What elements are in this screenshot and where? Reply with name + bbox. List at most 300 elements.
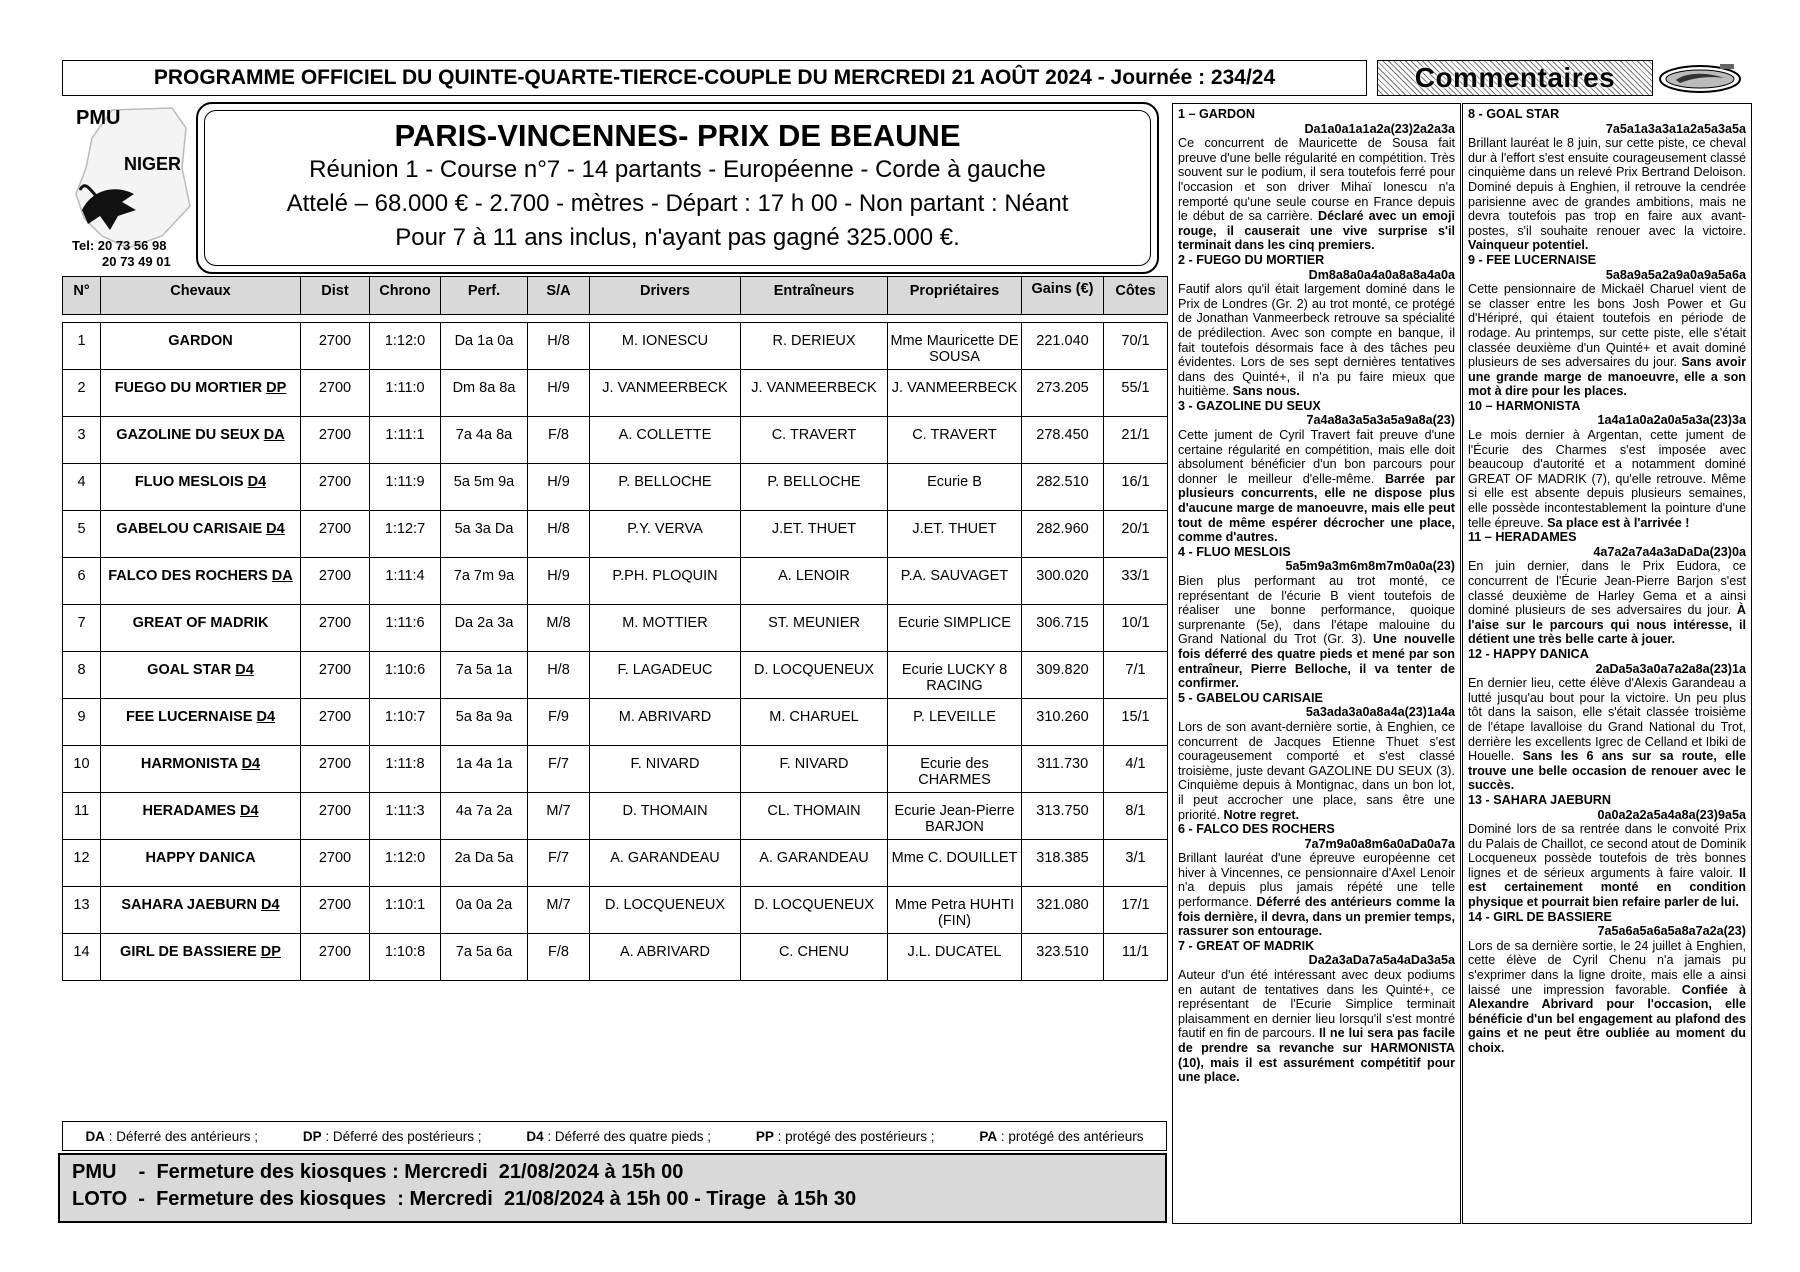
comment-body: Dominé lors de sa rentrée dans le convoité Prix du Palais de Chaillot, ce second atout de Dominik Locqueneux possède toutefois de très bonnes lignes et de sérieux arguments à faire valoir.	[1468, 822, 1746, 880]
legend-item	[303, 1129, 482, 1144]
table-spacer	[63, 315, 1168, 323]
gains-cell: 282.510	[1022, 464, 1104, 511]
gains-cell: 313.750	[1022, 793, 1104, 840]
cote-cell: 33/1	[1104, 558, 1168, 605]
comment-block	[1178, 399, 1455, 545]
chrono-cell: 1:11:8	[370, 746, 441, 793]
comment-form-code: 5a5m9a3m6m8m7m0a0a(23)	[1285, 559, 1455, 574]
closing-line-loto: LOTO - Fermeture des kiosques : Mercredi 21/08/2024 à 15h 00 - Tirage à 15h 30	[72, 1188, 857, 1210]
telephone-block	[72, 238, 171, 270]
perf-cell: 5a 8a 9a	[441, 699, 528, 746]
horse-name: FLUO MESLOIS	[134, 474, 244, 490]
owner-cell: Mme C. DOUILLET	[888, 840, 1022, 887]
comment-horse-title: 4 - FLUO MESLOIS	[1178, 544, 1291, 559]
trainer-cell: D. LOCQUENEUX	[741, 887, 888, 934]
n-cell: 6	[63, 558, 101, 605]
sa-cell: M/7	[528, 887, 590, 934]
comment-verdict: Vainqueur potentiel.	[1468, 238, 1589, 253]
horse-name: FALCO DES ROCHERS	[108, 568, 268, 584]
comment-horse-title: 10 – HARMONISTA	[1468, 398, 1581, 413]
comment-body: Brillant lauréat le 8 juin, sur cette piste, ce cheval dur à l'effort s'est ensuite courageusement classé cinquième dans un relevé Prix Bertrand Deloison. Dominé depuis à Enghien, il retrouve la cendrée parisienne avec de grandes ambitions, mais ne devra toutefois pas trop en faire aux avant-postes, s'il souhaite renouer avec la victoire.	[1468, 136, 1746, 238]
dist-cell: 2700	[301, 652, 370, 699]
legend-item	[85, 1129, 258, 1144]
trainer-cell: A. LENOIR	[741, 558, 888, 605]
shoeing-tag: D4	[235, 662, 254, 678]
sa-cell: H/9	[528, 558, 590, 605]
horse-name: GREAT OF MADRIK	[132, 615, 269, 631]
trainer-cell: A. GARANDEAU	[741, 840, 888, 887]
chrono-cell: 1:10:1	[370, 887, 441, 934]
comment-body: Bien plus performant au trot monté, ce représentant de l'écurie B vient toutefois de réaliser une bonne performance, quoique surprenante (5e), dans l'étape malouine du Grand National du Trot (Gr. 3).	[1178, 574, 1455, 647]
comment-form-code: 4a7a2a7a4a3aDaDa(23)0a	[1593, 544, 1746, 559]
legend-code: DA	[85, 1128, 105, 1144]
trainer-cell: ST. MEUNIER	[741, 605, 888, 652]
horse-name-cell	[101, 558, 301, 605]
shoeing-tag: D4	[256, 709, 276, 725]
comment-block	[1178, 253, 1455, 399]
comment-block	[1468, 647, 1746, 793]
comment-text	[1468, 676, 1746, 793]
comment-block	[1468, 530, 1746, 647]
chrono-cell: 1:12:7	[370, 511, 441, 558]
gains-cell: 323.510	[1022, 934, 1104, 981]
chrono-cell: 1:11:1	[370, 417, 441, 464]
horse-name-cell	[101, 370, 301, 417]
legend-code: PP	[755, 1128, 774, 1144]
n-cell: 7	[63, 605, 101, 652]
table-row	[63, 652, 1168, 699]
trainer-cell: J. VANMEERBECK	[741, 370, 888, 417]
gains-cell: 300.020	[1022, 558, 1104, 605]
col-header: S/A	[528, 277, 590, 315]
comment-form-code: Dm8a8a0a4a0a8a8a4a0a	[1308, 267, 1455, 282]
driver-cell: P.Y. VERVA	[590, 511, 741, 558]
shoeing-tag: D4	[239, 803, 259, 819]
perf-cell: 2a Da 5a	[441, 840, 528, 887]
comment-form-code: 1a4a1a0a2a0a5a3a(23)3a	[1597, 413, 1746, 428]
comment-horse-title: 12 - HAPPY DANICA	[1468, 646, 1589, 661]
comment-form-code: 5a8a9a5a2a9a0a9a5a6a	[1605, 267, 1746, 282]
col-header: Drivers	[590, 277, 741, 315]
col-header: N°	[63, 277, 101, 315]
horse-name: FUEGO DU MORTIER	[114, 380, 263, 396]
legend-text: : protégé des postérieurs ;	[773, 1128, 935, 1144]
comment-form-code: 7a4a8a3a5a3a5a9a8a(23)	[1306, 413, 1455, 428]
cote-cell: 3/1	[1104, 840, 1168, 887]
chrono-cell: 1:11:0	[370, 370, 441, 417]
comment-verdict: Sans les 6 ans sur sa route, elle trouve une belle occasion de renouer avec le succès.	[1468, 749, 1746, 793]
owner-cell: J. VANMEERBECK	[888, 370, 1022, 417]
comment-horse-title: 2 - FUEGO DU MORTIER	[1178, 252, 1325, 267]
comment-body: Auteur d'un été intéressant avec deux podiums en autant de tentatives dans les Quinté+, ce représentant de l'Ecurie Simplice terminait plaisamment en dernier lieu lorsqu'il s'est montré fautif en fin de parcours.	[1178, 968, 1455, 1041]
driver-cell: D. LOCQUENEUX	[590, 887, 741, 934]
dist-cell: 2700	[301, 370, 370, 417]
runners-table	[62, 276, 1168, 981]
table-row	[63, 511, 1168, 558]
col-header: Propriétaires	[888, 277, 1022, 315]
n-cell: 11	[63, 793, 101, 840]
sa-cell: F/7	[528, 746, 590, 793]
comment-block	[1178, 691, 1455, 822]
shoeing-tag: DA	[263, 427, 285, 443]
comment-body: Cette pensionnaire de Mickaël Charuel vient de se classer entre les bons Josh Power et Gu d'Héripré, qui étaient toutefois en période de rodage. Au printemps, sur cette piste, elle s'était classée deuxième d'un Quinté+ et avait dominé plusieurs de ses adversaires du jour.	[1468, 282, 1746, 370]
n-cell: 8	[63, 652, 101, 699]
comment-horse-title: 14 - GIRL DE BASSIERE	[1468, 909, 1612, 924]
comment-horse-title: 5 - GABELOU CARISAIE	[1178, 690, 1323, 705]
col-header: Chrono	[370, 277, 441, 315]
driver-cell: F. LAGADEUC	[590, 652, 741, 699]
comment-form-code: 0a0a2a2a5a4a8a(23)9a5a	[1597, 807, 1746, 822]
comment-verdict: Confiée à Alexandre Abrivard pour l'occasion, elle bénéficie d'un bel engagement au plafond des gains et ne peut être oubliée au moment du choix.	[1468, 982, 1747, 1055]
legend-text: : Déferré des quatre pieds ;	[543, 1128, 711, 1144]
comment-verdict: Notre regret.	[1223, 807, 1300, 822]
horse-name-cell	[101, 323, 301, 370]
col-header: Perf.	[441, 277, 528, 315]
driver-cell: D. THOMAIN	[590, 793, 741, 840]
comment-text	[1468, 136, 1746, 253]
race-line-3: Pour 7 à 11 ans inclus, n'ayant pas gagné 325.000 €.	[395, 224, 960, 251]
horse-name: HERADAMES	[142, 803, 236, 819]
comment-block	[1468, 399, 1746, 530]
comment-verdict: Sans avoir une grande marge de manoeuvre, elle a son mot à dire pour les places.	[1468, 355, 1747, 399]
owner-cell: Mme Mauricette DE SOUSA	[888, 323, 1022, 370]
logo-text-niger: NIGER	[124, 154, 182, 174]
dist-cell: 2700	[301, 511, 370, 558]
horse-name-cell	[101, 934, 301, 981]
trainer-cell: D. LOCQUENEUX	[741, 652, 888, 699]
chrono-cell: 1:10:7	[370, 699, 441, 746]
driver-cell: M. MOTTIER	[590, 605, 741, 652]
comment-verdict: Sans nous.	[1232, 384, 1300, 399]
gains-cell: 221.040	[1022, 323, 1104, 370]
dist-cell: 2700	[301, 699, 370, 746]
n-cell: 3	[63, 417, 101, 464]
gains-cell: 309.820	[1022, 652, 1104, 699]
race-title: PARIS-VINCENNES- PRIX DE BEAUNE	[394, 118, 961, 153]
horse-name-cell	[101, 464, 301, 511]
driver-cell: F. NIVARD	[590, 746, 741, 793]
cote-cell: 16/1	[1104, 464, 1168, 511]
chrono-cell: 1:12:0	[370, 323, 441, 370]
perf-cell: 5a 3a Da	[441, 511, 528, 558]
comment-block	[1468, 793, 1746, 910]
shoeing-tag: DP	[260, 944, 281, 960]
comment-verdict: À l'aise sur le parcours qui nous intéresse, il détient une très belle carte à jouer.	[1468, 603, 1746, 647]
pmu-niger-logo	[62, 98, 194, 256]
closing-info-box	[58, 1153, 1167, 1223]
comment-text	[1178, 968, 1455, 1085]
legend-code: DP	[302, 1128, 322, 1144]
chrono-cell: 1:10:8	[370, 934, 441, 981]
legend-text: : Déferré des antérieurs ;	[104, 1128, 259, 1144]
trainer-cell: C. CHENU	[741, 934, 888, 981]
comment-form-code: 5a3ada3a0a8a4a(23)1a4a	[1305, 705, 1455, 720]
sa-cell: M/7	[528, 793, 590, 840]
comment-verdict: Il est certainement monté en condition physique et pourrait bien refaire parler de lui.	[1468, 865, 1746, 910]
gains-cell: 306.715	[1022, 605, 1104, 652]
comment-horse-title: 6 - FALCO DES ROCHERS	[1178, 822, 1335, 837]
dist-cell: 2700	[301, 323, 370, 370]
shoeing-tag: D4	[261, 897, 280, 913]
n-cell: 12	[63, 840, 101, 887]
horse-name: GARDON	[168, 333, 233, 349]
horse-name-cell	[101, 417, 301, 464]
driver-cell: A. GARANDEAU	[590, 840, 741, 887]
owner-cell: Ecurie B	[888, 464, 1022, 511]
horse-name: GABELOU CARISAIE	[116, 521, 263, 537]
n-cell: 13	[63, 887, 101, 934]
cote-cell: 10/1	[1104, 605, 1168, 652]
comment-body: En dernier lieu, cette élève d'Alexis Garandeau a lutté jusqu'au bout pour la victoire. Un peu plus tôt dans la saison, elle s'était classée troisième de l'étape lavalloise du Grand National du Trot, derrière les excellents Igrec de Celland et Ibiki de Houelle.	[1468, 676, 1746, 764]
gains-cell: 278.450	[1022, 417, 1104, 464]
owner-cell: Ecurie LUCKY 8 RACING	[888, 652, 1022, 699]
comment-body: Lors de sa dernière sortie, le 24 juillet à Enghien, cette élève de Cyril Chenu n'a jamais pu s'exprimer dans la ligne droite, mais elle a ainsi laissé une impression favorable.	[1468, 938, 1746, 997]
table-header-row	[63, 277, 1168, 315]
driver-cell: M. ABRIVARD	[590, 699, 741, 746]
closing-line-pmu: PMU - Fermeture des kiosques : Mercredi 21/08/2024 à 15h 00	[72, 1161, 684, 1183]
comment-block	[1178, 107, 1455, 253]
legend-text: : protégé des antérieurs	[997, 1128, 1144, 1144]
comments-column-left	[1172, 103, 1461, 1224]
perf-cell: 4a 7a 2a	[441, 793, 528, 840]
dist-cell: 2700	[301, 793, 370, 840]
driver-cell: P.PH. PLOQUIN	[590, 558, 741, 605]
shoeing-tag: DP	[266, 380, 287, 396]
trainer-cell: P. BELLOCHE	[741, 464, 888, 511]
comment-horse-title: 11 – HERADAMES	[1468, 530, 1577, 545]
table-row	[63, 605, 1168, 652]
perf-cell: Da 2a 3a	[441, 605, 528, 652]
cote-cell: 55/1	[1104, 370, 1168, 417]
comment-body: Fautif alors qu'il était largement dominé dans le Prix de Londres (Gr. 2) au trot monté, ce protégé de Jonathan Vanmeerbeck retrouve sa spécialité de prédilection. Avec son compte en banque, il fait toutefois désormais face à des tâches peu évidentes. Lors de ses sept dernières tentatives dans des Quinté+, il n'a pu faire mieux que huitième.	[1178, 282, 1455, 399]
gains-cell: 273.205	[1022, 370, 1104, 417]
comment-block	[1468, 253, 1746, 399]
legend-item	[979, 1129, 1143, 1144]
cote-cell: 21/1	[1104, 417, 1168, 464]
chrono-cell: 1:11:3	[370, 793, 441, 840]
comment-horse-title: 9 - FEE LUCERNAISE	[1468, 252, 1597, 267]
comments-column-right	[1462, 103, 1752, 1224]
sa-cell: H/8	[528, 323, 590, 370]
trainer-cell: M. CHARUEL	[741, 699, 888, 746]
legend-code: PA	[979, 1128, 998, 1144]
gains-cell: 310.260	[1022, 699, 1104, 746]
chrono-cell: 1:11:6	[370, 605, 441, 652]
telephone-2: 20 73 49 01	[102, 254, 171, 269]
sa-cell: H/9	[528, 370, 590, 417]
comments-title: Commentaires	[1414, 62, 1616, 93]
cote-cell: 17/1	[1104, 887, 1168, 934]
table-row	[63, 840, 1168, 887]
trainer-cell: C. TRAVERT	[741, 417, 888, 464]
table-row	[63, 417, 1168, 464]
owner-cell: Ecurie Jean-Pierre BARJON	[888, 793, 1022, 840]
comment-verdict: Il ne lui sera pas facile de prendre sa revanche sur HARMONISTA (10), mais il est assurément compétitif pour une place.	[1178, 1026, 1455, 1085]
horse-name: GIRL DE BASSIERE	[120, 944, 257, 960]
comment-form-code: 7a7m9a0a8m6a0aDa0a7a	[1304, 836, 1455, 851]
table-row	[63, 558, 1168, 605]
perf-cell: 1a 4a 1a	[441, 746, 528, 793]
perf-cell: 7a 7m 9a	[441, 558, 528, 605]
comment-block	[1178, 545, 1455, 691]
owner-cell: P.A. SAUVAGET	[888, 558, 1022, 605]
comment-verdict: Déclaré avec un emoji rouge, il causerait une vive surprise s'il terminait dans les cinq premiers.	[1178, 209, 1455, 253]
comment-horse-title: 1 – GARDON	[1178, 107, 1255, 121]
comment-horse-title: 7 - GREAT OF MADRIK	[1178, 938, 1315, 953]
table-row	[63, 370, 1168, 417]
dist-cell: 2700	[301, 934, 370, 981]
comment-form-code: 7a5a1a3a3a1a2a5a3a5a	[1605, 121, 1746, 136]
program-banner	[62, 60, 1367, 96]
legend-text: : Déferré des postérieurs ;	[321, 1128, 482, 1144]
comment-body: Lors de son avant-dernière sortie, à Enghien, ce concurrent de Jacques Etienne Thuet s'est courageusement comporté et s'est classé troisième, juste devant GAZOLINE DU SEUX (3). Cinquième depuis à Montignac, dans un bon lot, il peut accrocher une place, sans être une priorité.	[1178, 719, 1455, 822]
comment-block	[1178, 822, 1455, 939]
chrono-cell: 1:11:9	[370, 464, 441, 511]
telephone-1: Tel: 20 73 56 98	[72, 238, 167, 253]
comment-verdict: Une nouvelle fois déferré des quatre pieds et mené par son entraîneur, Pierre Belloche, il va tenter de confirmer.	[1178, 632, 1455, 691]
perf-cell: 0a 0a 2a	[441, 887, 528, 934]
trainer-cell: F. NIVARD	[741, 746, 888, 793]
table-row	[63, 464, 1168, 511]
gains-cell: 282.960	[1022, 511, 1104, 558]
shoeing-tag: D4	[241, 756, 261, 772]
horse-name: GOAL STAR	[147, 662, 232, 678]
legend-item	[756, 1129, 935, 1144]
comment-text	[1178, 574, 1455, 691]
col-header: Chevaux	[101, 277, 301, 315]
table-row	[63, 323, 1168, 370]
horse-name-cell	[101, 746, 301, 793]
owner-cell: Ecurie SIMPLICE	[888, 605, 1022, 652]
dist-cell: 2700	[301, 840, 370, 887]
driver-cell: A. ABRIVARD	[590, 934, 741, 981]
gains-cell: 318.385	[1022, 840, 1104, 887]
comment-text	[1178, 851, 1455, 939]
horse-name-cell	[101, 511, 301, 558]
table-row	[63, 699, 1168, 746]
n-cell: 4	[63, 464, 101, 511]
owner-cell: Mme Petra HUHTI (FIN)	[888, 887, 1022, 934]
shoeing-tag: D4	[247, 474, 267, 490]
n-cell: 14	[63, 934, 101, 981]
dist-cell: 2700	[301, 464, 370, 511]
comment-body: Ce concurrent de Mauricette de Sousa fait preuve d'une belle régularité en compétition. Très souvent sur le podium, il sera toutefois ferré pour l'occasion et son driver Mihaï Ionescu n'a remporté qu'une seule course en France depuis le début de sa carrière.	[1178, 136, 1455, 224]
comment-text	[1468, 939, 1746, 1056]
legend-bar	[62, 1121, 1167, 1151]
horse-name-cell	[101, 840, 301, 887]
comments-header	[1377, 60, 1653, 96]
comment-text	[1178, 720, 1455, 822]
comment-form-code: Da2a3aDa7a5a4aDa3a5a	[1308, 953, 1455, 968]
horse-name-cell	[101, 793, 301, 840]
sa-cell: F/9	[528, 699, 590, 746]
table-row	[63, 887, 1168, 934]
perf-cell: Dm 8a 8a	[441, 370, 528, 417]
comment-form-code: Da1a0a1a1a2a(23)2a2a3a	[1304, 121, 1455, 136]
comment-body: En juin dernier, dans le Prix Eudora, ce concurrent de l'Écurie Jean-Pierre Barjon s'est classé deuxième de Harley Gema et a ainsi dominé plusieurs de ses adversaires du jour.	[1468, 559, 1746, 618]
gains-cell: 321.080	[1022, 887, 1104, 934]
col-header: Gains (€)	[1022, 277, 1104, 315]
chrono-cell: 1:12:0	[370, 840, 441, 887]
col-header: Côtes	[1104, 277, 1168, 315]
dist-cell: 2700	[301, 887, 370, 934]
owner-cell: Ecurie des CHARMES	[888, 746, 1022, 793]
comment-form-code: 7a5a6a5a6a5a8a7a2a(23)	[1597, 924, 1746, 939]
gains-cell: 311.730	[1022, 746, 1104, 793]
cote-cell: 4/1	[1104, 746, 1168, 793]
dist-cell: 2700	[301, 558, 370, 605]
sa-cell: H/8	[528, 511, 590, 558]
sa-cell: F/7	[528, 840, 590, 887]
perf-cell: 7a 4a 8a	[441, 417, 528, 464]
horse-name: HARMONISTA	[140, 756, 238, 772]
comment-text	[1468, 822, 1746, 910]
comment-verdict: Sa place est à l'arrivée !	[1547, 515, 1690, 530]
pmu-emblem-icon	[1658, 62, 1742, 94]
perf-cell: 5a 5m 9a	[441, 464, 528, 511]
sa-cell: H/8	[528, 652, 590, 699]
table-row	[63, 793, 1168, 840]
n-cell: 2	[63, 370, 101, 417]
comment-body: Le mois dernier à Argentan, cette jument de l'Écurie des Charmes s'est imposée avec beaucoup d'autorité et a notamment dominé GREAT OF MADRIK (7), qu'elle retrouve. Même si elle est absente depuis plusieurs semaines, elle possède incontestablement la pointure d'une telle épreuve.	[1468, 428, 1746, 530]
dist-cell: 2700	[301, 417, 370, 464]
driver-cell: P. BELLOCHE	[590, 464, 741, 511]
comment-verdict: Barrée par plusieurs concurrents, elle ne dispose plus d'aucune marge de manoeuvre, mais elle peut tout de même espérer décrocher une place, comme d'autres.	[1178, 471, 1455, 545]
comment-text	[1178, 428, 1455, 545]
comment-text	[1468, 559, 1746, 647]
legend-code: D4	[526, 1128, 544, 1144]
comment-block	[1468, 107, 1746, 253]
trainer-cell: CL. THOMAIN	[741, 793, 888, 840]
horse-name-cell	[101, 699, 301, 746]
comment-horse-title: 3 - GAZOLINE DU SEUX	[1178, 398, 1321, 413]
comment-text	[1178, 282, 1455, 399]
dist-cell: 2700	[301, 605, 370, 652]
logo-text-pmu: PMU	[76, 107, 121, 129]
comment-block	[1468, 910, 1746, 1056]
n-cell: 10	[63, 746, 101, 793]
program-title: PROGRAMME OFFICIEL DU QUINTE-QUARTE-TIERCE-COUPLE DU MERCREDI 21 AOÛT 2024 - Journée : 234/24	[153, 66, 1276, 89]
sa-cell: F/8	[528, 934, 590, 981]
owner-cell: P. LEVEILLE	[888, 699, 1022, 746]
comment-horse-title: 8 - GOAL STAR	[1468, 107, 1560, 121]
n-cell: 5	[63, 511, 101, 558]
comment-text	[1468, 282, 1746, 399]
cote-cell: 70/1	[1104, 323, 1168, 370]
race-line-1: Réunion 1 - Course n°7 - 14 partants - Européenne - Corde à gauche	[309, 156, 1046, 183]
perf-cell: 7a 5a 6a	[441, 934, 528, 981]
comment-verdict: Déferré des antérieurs comme la fois dernière, il devra, dans un premier temps, rassurer son entourage.	[1178, 895, 1456, 939]
chrono-cell: 1:10:6	[370, 652, 441, 699]
perf-cell: Da 1a 0a	[441, 323, 528, 370]
owner-cell: J.L. DUCATEL	[888, 934, 1022, 981]
n-cell: 1	[63, 323, 101, 370]
shoeing-tag: D4	[266, 521, 285, 537]
owner-cell: C. TRAVERT	[888, 417, 1022, 464]
col-header: Entraîneurs	[741, 277, 888, 315]
sa-cell: M/8	[528, 605, 590, 652]
cote-cell: 7/1	[1104, 652, 1168, 699]
cote-cell: 8/1	[1104, 793, 1168, 840]
horse-name: GAZOLINE DU SEUX	[116, 427, 260, 443]
table-row	[63, 934, 1168, 981]
horse-name-cell	[101, 652, 301, 699]
comment-block	[1178, 939, 1455, 1085]
chrono-cell: 1:11:4	[370, 558, 441, 605]
cote-cell: 20/1	[1104, 511, 1168, 558]
horse-name: SAHARA JAEBURN	[121, 897, 258, 913]
perf-cell: 7a 5a 1a	[441, 652, 528, 699]
